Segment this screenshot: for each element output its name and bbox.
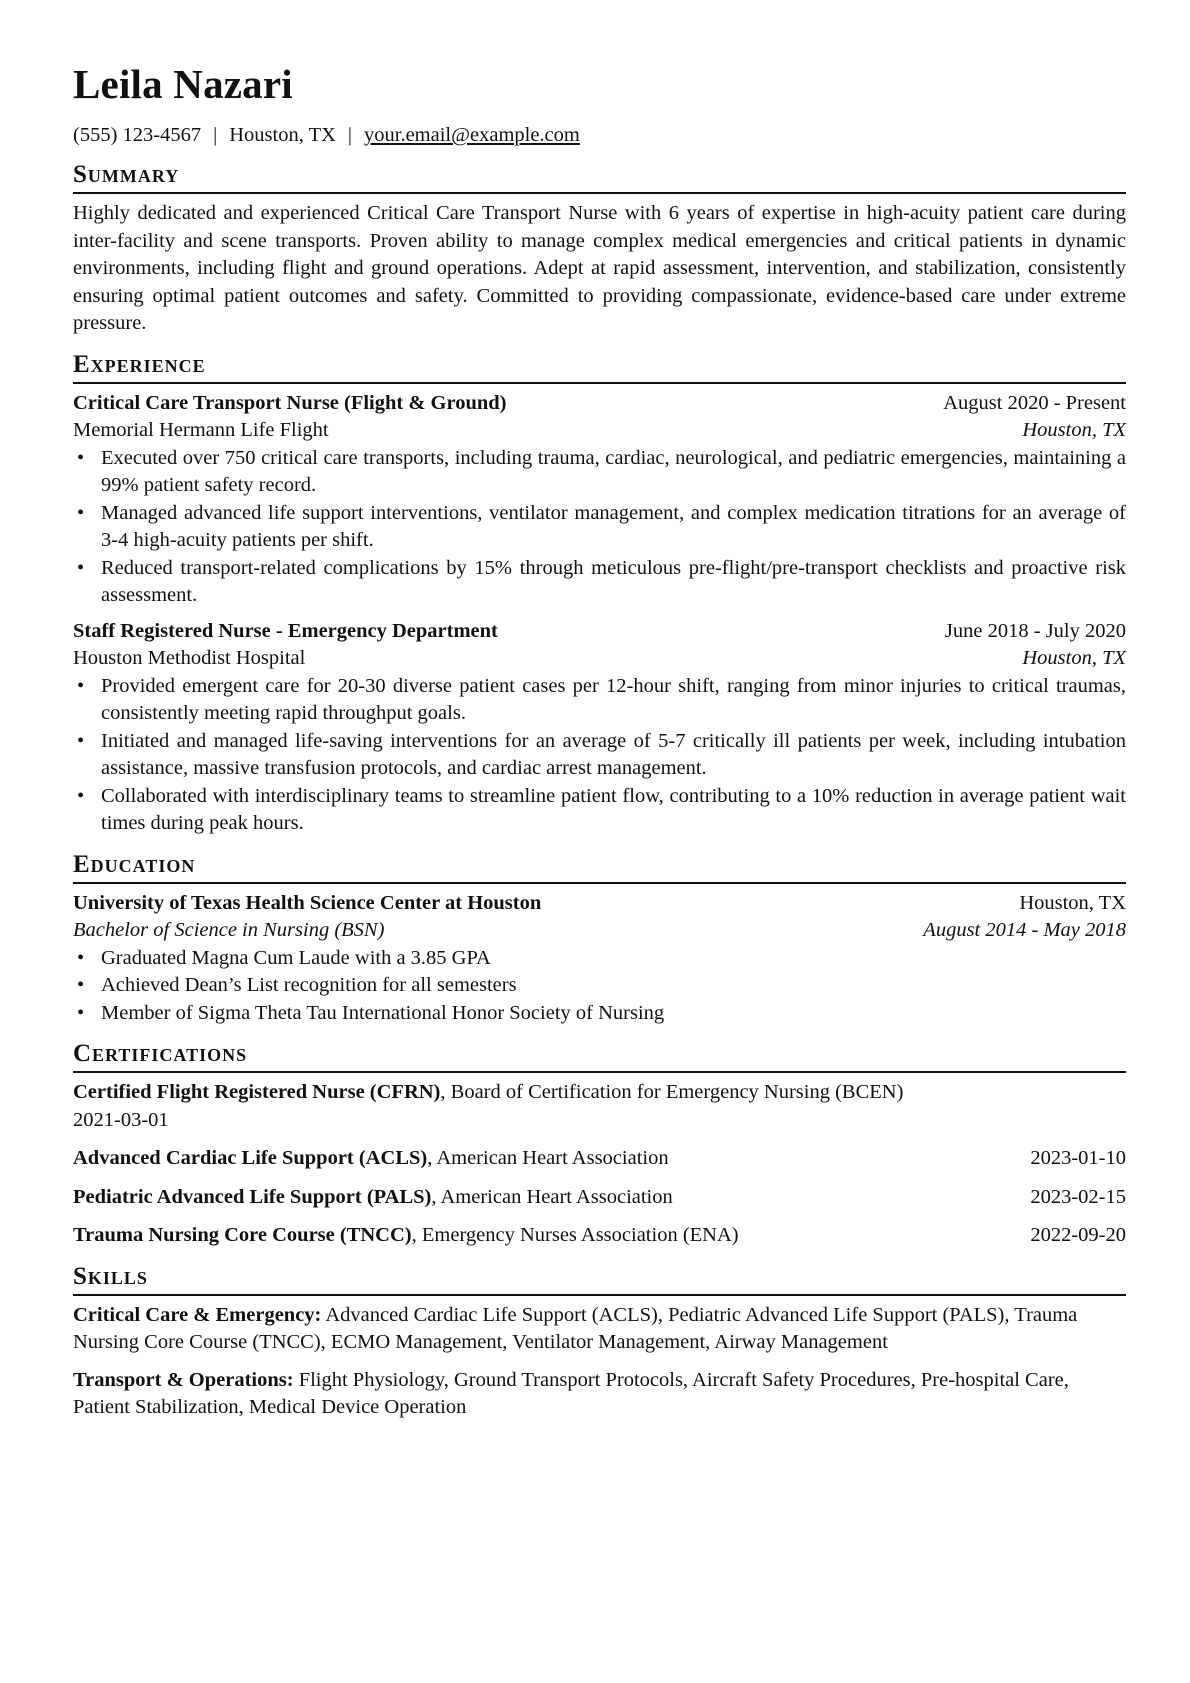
experience-section [73, 384, 1126, 838]
bullet-item: • Managed advanced life support interventions, ventilator management, and complex medication titrations for an average of 3-4 high-acuity patients per shift. [73, 500, 1126, 555]
skill-items: Advanced Cardiac Life Support (ACLS), Pediatric Advanced Life Support (PALS), Trauma Nursing Core Course (TNCC), ECMO Management, Ventilator Management, Airway Management [73, 1303, 1078, 1353]
education-dates: August 2014 - May 2018 [923, 919, 1126, 941]
bullet-item: • Graduated Magna Cum Laude with a 3.85 GPA [73, 945, 1126, 973]
school-name: University of Texas Health Science Center at Houston [73, 891, 542, 914]
certification-issuer: , Emergency Nurses Association (ENA) [411, 1224, 739, 1246]
certification-date: 2023-01-10 [1030, 1147, 1126, 1169]
bullet-item: • Member of Sigma Theta Tau International Honor Society of Nursing [73, 1000, 1126, 1028]
resume-page [73, 58, 1126, 1432]
certification-issuer: , Board of Certification for Emergency Nursing (BCEN) [440, 1081, 904, 1103]
bullet-item: • Initiated and managed life-saving interventions for an average of 5-7 critically ill patients per week, including intubation assistance, massive transfusion protocols, and cardiac arrest management. [73, 728, 1126, 783]
job-dates: June 2018 - July 2020 [944, 619, 1126, 642]
skills-section [73, 1296, 1126, 1422]
certification-entry [73, 1222, 1126, 1250]
certification-issuer: , American Heart Association [431, 1185, 673, 1208]
bullet-item: • Reduced transport-related complications by 15% through meticulous pre-flight/pre-transport checklists and proactive risk assessment. [73, 555, 1126, 610]
location: Houston, TX [229, 124, 336, 146]
job-entry [73, 618, 1126, 838]
job-title: Staff Registered Nurse - Emergency Department [73, 619, 498, 642]
certification-entry [73, 1145, 1126, 1173]
bullet-item: • Executed over 750 critical care transports, including trauma, cardiac, neurological, and pediatric emergencies, maintaining a 99% patient safety record. [73, 445, 1126, 500]
email-link[interactable]: your.email@example.com [364, 124, 580, 146]
candidate-name: Leila Nazari [73, 61, 293, 107]
job-title: Critical Care Transport Nurse (Flight & Ground) [73, 391, 507, 414]
job-dates: August 2020 - Present [943, 391, 1126, 414]
separator: | [347, 124, 353, 146]
skill-category: Transport & Operations: [73, 1368, 294, 1391]
skill-category: Critical Care & Emergency: [73, 1303, 322, 1326]
employer: Houston Methodist Hospital [73, 647, 306, 669]
job-location: Houston, TX [1022, 647, 1126, 669]
section-heading-experience: Experience [73, 350, 1126, 384]
skill-items: Flight Physiology, Ground Transport Protocols, Aircraft Safety Procedures, Pre-hospital Care, Patient Stabilization, Medical Device Operation [73, 1368, 1069, 1418]
job-location: Houston, TX [1022, 419, 1126, 441]
certification-date: 2021-03-01 [73, 1108, 169, 1131]
bullet-item: • Provided emergent care for 20-30 diverse patient cases per 12-hour shift, ranging from minor injuries to critical traumas, consistently meeting rapid throughput goals. [73, 673, 1126, 728]
phone: (555) 123-4567 [73, 124, 202, 146]
certification-entry [73, 1184, 1126, 1212]
school-location: Houston, TX [1019, 891, 1126, 914]
certification-date: 2022-09-20 [1030, 1224, 1126, 1246]
contact-line [73, 122, 1126, 148]
separator: | [213, 124, 218, 146]
certification-name: Advanced Cardiac Life Support (ACLS) [73, 1147, 428, 1169]
section-heading-certifications: Certifications [73, 1039, 1126, 1073]
summary-text: Highly dedicated and experienced Critical Care Transport Nurse with 6 years of expertise in high-acuity patient care during inter-facility and scene transports. Proven ability to manage complex medical emergencies and critical patients in dynamic environments, including flight and ground operations. Adept at rapid assessment, intervention, and stabilization, consistently ensuring optimal patient outcomes and safety. Committed to providing compassionate, evidence-based care under extreme pressure. [73, 202, 1126, 334]
education-section [73, 884, 1126, 1028]
section-heading-summary: Summary [73, 160, 1126, 194]
certification-name: Certified Flight Registered Nurse (CFRN) [73, 1081, 441, 1103]
certification-name: Trauma Nursing Core Course (TNCC) [73, 1224, 412, 1246]
section-heading-skills: Skills [73, 1262, 1126, 1296]
summary-section [73, 194, 1126, 338]
degree: Bachelor of Science in Nursing (BSN) [73, 919, 385, 941]
section-heading-education: Education [73, 850, 1126, 884]
skill-group [73, 1302, 1126, 1357]
certification-name: Pediatric Advanced Life Support (PALS) [73, 1185, 432, 1208]
bullet-item: • Collaborated with interdisciplinary teams to streamline patient flow, contributing to a 10% reduction in average patient wait times during peak hours. [73, 783, 1126, 838]
certification-issuer: , American Heart Association [427, 1147, 669, 1169]
certification-entry [73, 1079, 1126, 1134]
skill-group [73, 1367, 1126, 1422]
employer: Memorial Hermann Life Flight [73, 419, 329, 441]
job-entry [73, 390, 1126, 610]
certifications-section [73, 1073, 1126, 1250]
certification-date: 2023-02-15 [1030, 1185, 1126, 1208]
bullet-item: • Achieved Dean’s List recognition for all semesters [73, 972, 1126, 1000]
